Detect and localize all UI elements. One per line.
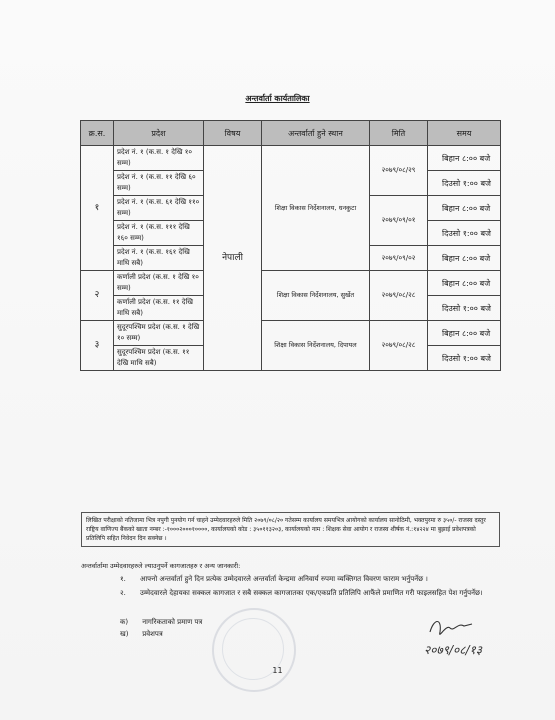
page-number: 11 bbox=[272, 666, 283, 675]
time-cell: बिहान ८:०० बजे bbox=[428, 196, 501, 221]
date-cell: २०७९/०९/०२ bbox=[370, 246, 428, 271]
header-time: समय bbox=[428, 121, 501, 146]
time-cell: दिउसो १:०० बजे bbox=[428, 171, 501, 196]
required-documents-list bbox=[120, 616, 202, 640]
list-item bbox=[120, 616, 202, 628]
time-cell: बिहान ८:०० बजे bbox=[428, 246, 501, 271]
document-title: अन्तर्वार्ता कार्यतालिका bbox=[245, 94, 310, 103]
date-cell: २०७९/०९/०१ bbox=[370, 196, 428, 246]
list-number: क) bbox=[120, 618, 129, 626]
province-cell: सुदूरपश्चिम प्रदेश (क.स. ११ देखि माथि सबै) bbox=[114, 346, 204, 371]
list-number: ख) bbox=[120, 630, 129, 638]
list-text: प्रवेशपत्र bbox=[142, 630, 163, 638]
province-cell: कर्णाली प्रदेश (क.स. १ देखि १० सम्म) bbox=[114, 271, 204, 296]
list-item bbox=[120, 628, 202, 640]
list-number: २. bbox=[120, 589, 126, 597]
documents-subheading: अन्तर्वार्तामा उम्मेदवारहरुले ल्याउनुपर्ने कागजातहरु र अन्य जानकारी: bbox=[81, 562, 241, 570]
list-text: उम्मेदवारले देहायका सक्कल कागजात र सबै सक्कल कागजातका एक/एकप्रति प्रतिलिपि आफैंले प्रमाणित गरी फाइलसहित पेश गर्नुपर्नेछ। bbox=[140, 589, 483, 597]
serial-cell: १ bbox=[81, 146, 114, 271]
header-location: अन्तर्वार्ता हुने स्थान bbox=[262, 121, 370, 146]
header-subject: विषय bbox=[204, 121, 262, 146]
date-cell: २०७९/०८/२८ bbox=[370, 271, 428, 321]
table-header-row bbox=[81, 121, 501, 146]
time-cell: दिउसो १:०० बजे bbox=[428, 346, 501, 371]
date-cell: २०७९/०८/२९ bbox=[370, 146, 428, 196]
location-cell: शिक्षा विकास निर्देशनालय, धनकुटा bbox=[262, 146, 370, 271]
time-cell: बिहान ८:०० बजे bbox=[428, 321, 501, 346]
subject-cell: नेपाली bbox=[204, 146, 262, 371]
province-cell: प्रदेश नं. १ (क.स. ११ देखि ६० सम्म) bbox=[114, 171, 204, 196]
list-text: आफ्नो अन्तर्वार्ता हुने दिन प्रत्येक उम्मेदवारले अन्तर्वार्ता केन्द्रमा अनिवार्य रुपमा व्यक्तिगत विवरण फाराम भर्नुपर्नेछ । bbox=[140, 575, 428, 583]
list-number: १. bbox=[120, 575, 126, 583]
list-text: नागरिकताको प्रमाण पत्र bbox=[142, 618, 203, 626]
time-cell: दिउसो १:०० बजे bbox=[428, 296, 501, 321]
province-cell: प्रदेश नं. १ (क.स. १६१ देखि माथि सबै) bbox=[114, 246, 204, 271]
list-item bbox=[120, 588, 510, 598]
list-item bbox=[120, 574, 510, 584]
time-cell: दिउसो १:०० बजे bbox=[428, 221, 501, 246]
instruction-list bbox=[120, 574, 510, 602]
province-cell: कर्णाली प्रदेश (क.स. ११ देखि माथि सबै) bbox=[114, 296, 204, 321]
header-province: प्रदेश bbox=[114, 121, 204, 146]
location-cell: शिक्षा विकास निर्देशनालय, सुर्खेत bbox=[262, 271, 370, 321]
interview-schedule-table bbox=[80, 120, 501, 371]
date-cell: २०७९/०८/२८ bbox=[370, 321, 428, 371]
header-serial: क्र.स. bbox=[81, 121, 114, 146]
header-date: मिति bbox=[370, 121, 428, 146]
province-cell: प्रदेश नं. १ (क.स. ६१ देखि ११० सम्म) bbox=[114, 196, 204, 221]
signature-date: २०७९/०८/१३ bbox=[424, 643, 483, 657]
time-cell: बिहान ८:०० बजे bbox=[428, 271, 501, 296]
province-cell: प्रदेश नं. १ (क.स. १११ देखि १६० सम्म) bbox=[114, 221, 204, 246]
serial-cell: ३ bbox=[81, 321, 114, 371]
location-cell: शिक्षा विकास निर्देशनालय, दिपायल bbox=[262, 321, 370, 371]
notice-box: लिखित परीक्षाको नतिजामा भित्र नपुगी पुनयोग गर्न चाहने उम्मेदवारहरुले मिति २०७९/०८/२० गतेसम्म कार्यालय समयभित्र आयोगको कार्यालय सानोठिमी, भक्तपुरमा रु ३५०/- राजस्व दस्तुर राष्ट्रिय वाणिज्य बैंकको खाता नम्बर :-१०००२०००१००००, कार्यालयको कोड : ३५०११३२०३, कार्यालयको नाम : शिक्षक सेवा आयोग र राजस्व शीर्षक नं.:१४२२४ मा बुझाई प्रवेशपत्रको प्रतिलिपि सहित निवेदन दिन सक्नेछ । bbox=[81, 512, 500, 547]
province-cell: प्रदेश नं. १ (क.स. १ देखि १० सम्म) bbox=[114, 146, 204, 171]
province-cell: सुदूरपश्चिम प्रदेश (क.स. १ देखि १० सम्म) bbox=[114, 321, 204, 346]
time-cell: बिहान ८:०० बजे bbox=[428, 146, 501, 171]
serial-cell: २ bbox=[81, 271, 114, 321]
signature-icon bbox=[420, 610, 530, 660]
